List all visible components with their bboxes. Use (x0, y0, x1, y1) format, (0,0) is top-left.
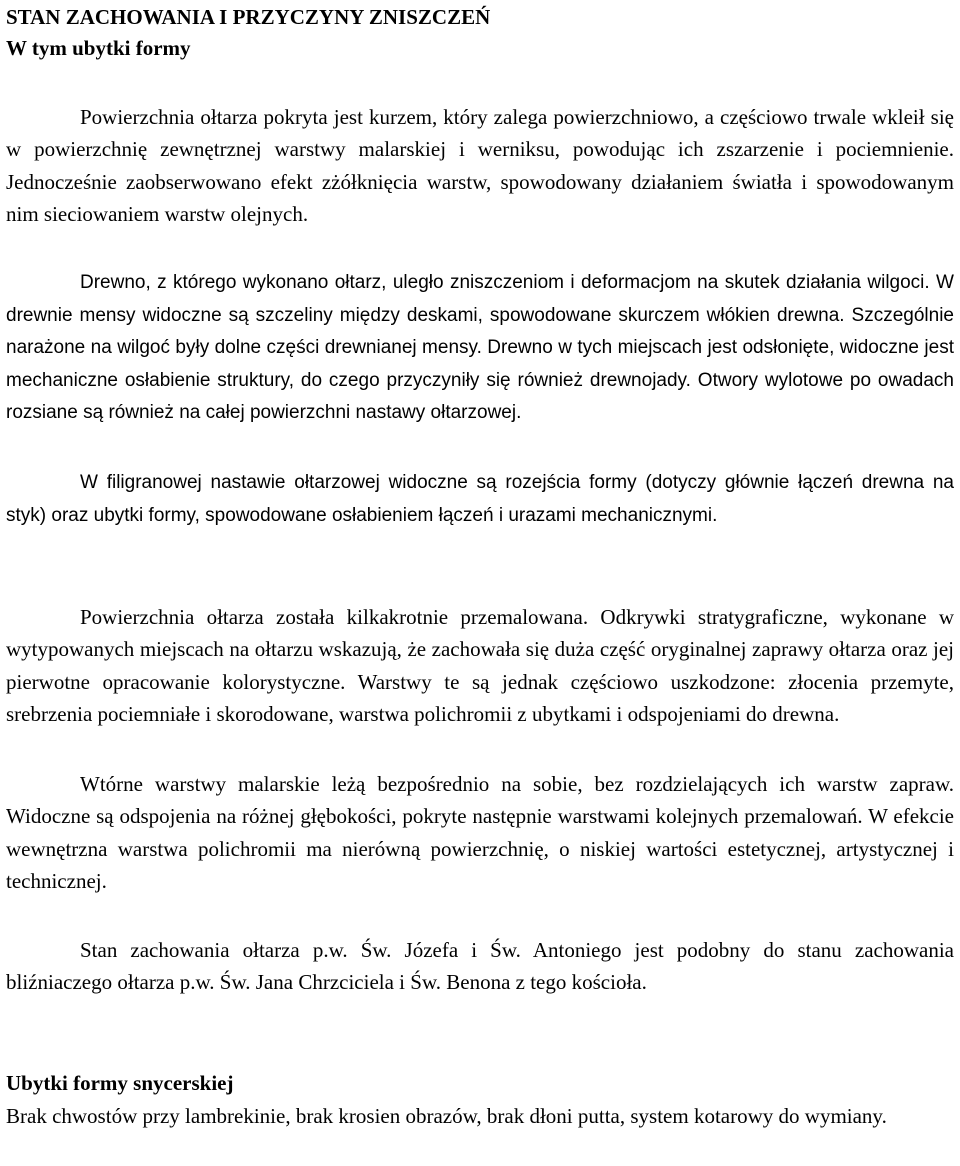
paragraph-comparison: Stan zachowania ołtarza p.w. Św. Józefa i Św. Antoniego jest podobny do stanu zachowania bliźniaczego ołtarza p.w. Św. Jana Chrzciciela i Św. Benona z tego kościoła. (6, 938, 954, 995)
document-subtitle: W tym ubytki formy (6, 36, 191, 60)
paragraph-carving-losses: Brak chwostów przy lambrekinie, brak krosien obrazów, brak dłoni putta, system kotarowy do wymiany. (6, 1104, 887, 1128)
paragraph-overpaintings: Powierzchnia ołtarza została kilkakrotnie przemalowana. Odkrywki stratygraficzne, wykonane w wytypowanych miejscach na ołtarzu wskazują, że zachowała się duża część oryginalnej zaprawy ołtarza oraz jej pierwotne opracowanie kolorystyczne. Warstwy te są jednak częściowo uszkodzone: złocenia przemyte, srebrzenia pociemniałe i skorodowane, warstwa polichromii z ubytkami i odspojeniami do drewna. (6, 605, 954, 726)
document-title: STAN ZACHOWANIA I PRZYCZYNY ZNISZCZEŃ (6, 5, 491, 29)
section-heading-carving-losses: Ubytki formy snycerskiej (6, 1071, 234, 1095)
paragraph-secondary-layers: Wtórne warstwy malarskie leżą bezpośrednio na sobie, bez rozdzielających ich warstw zapraw. Widoczne są odspojenia na różnej głębokości, pokryte następnie warstwami kolejnych przemalowań. W efekcie wewnętrzna warstwa polichromii ma nierówną powierzchnię, o niskiej wartości estetycznej, artystycznej i technicznej. (6, 772, 954, 893)
paragraph-dust-condition: Powierzchnia ołtarza pokryta jest kurzem, który zalega powierzchniowo, a częściowo trwale wkleił się w powierzchnię zewnętrznej warstwy malarskiej i werniksu, powodując ich zszarzenie i pociemnienie. Jednocześnie zaobserwowano efekt zżółknięcia warstw, spowodowany działaniem światła i spowodowanym nim sieciowaniem warstw olejnych. (6, 105, 954, 226)
paragraph-form-losses: W filigranowej nastawie ołtarzowej widoczne są rozejścia formy (dotyczy głównie łączeń drewna na styk) oraz ubytki formy, spowodowane osłabieniem łączeń i urazami mechanicznymi. (6, 472, 954, 526)
paragraph-wood-damage: Drewno, z którego wykonano ołtarz, uległo zniszczeniom i deformacjom na skutek działania wilgoci. W drewnie mensy widoczne są szczeliny między deskami, spowodowane skurczem włókien drewna. Szczególnie narażone na wilgoć były dolne części drewnianej mensy. Drewno w tych miejscach jest odsłonięte, widoczne jest mechaniczne osłabienie struktury, do czego przyczyniły się również drewnojady. Otwory wylotowe po owadach rozsiane są również na całej powierzchni nastawy ołtarzowej. (6, 272, 954, 423)
